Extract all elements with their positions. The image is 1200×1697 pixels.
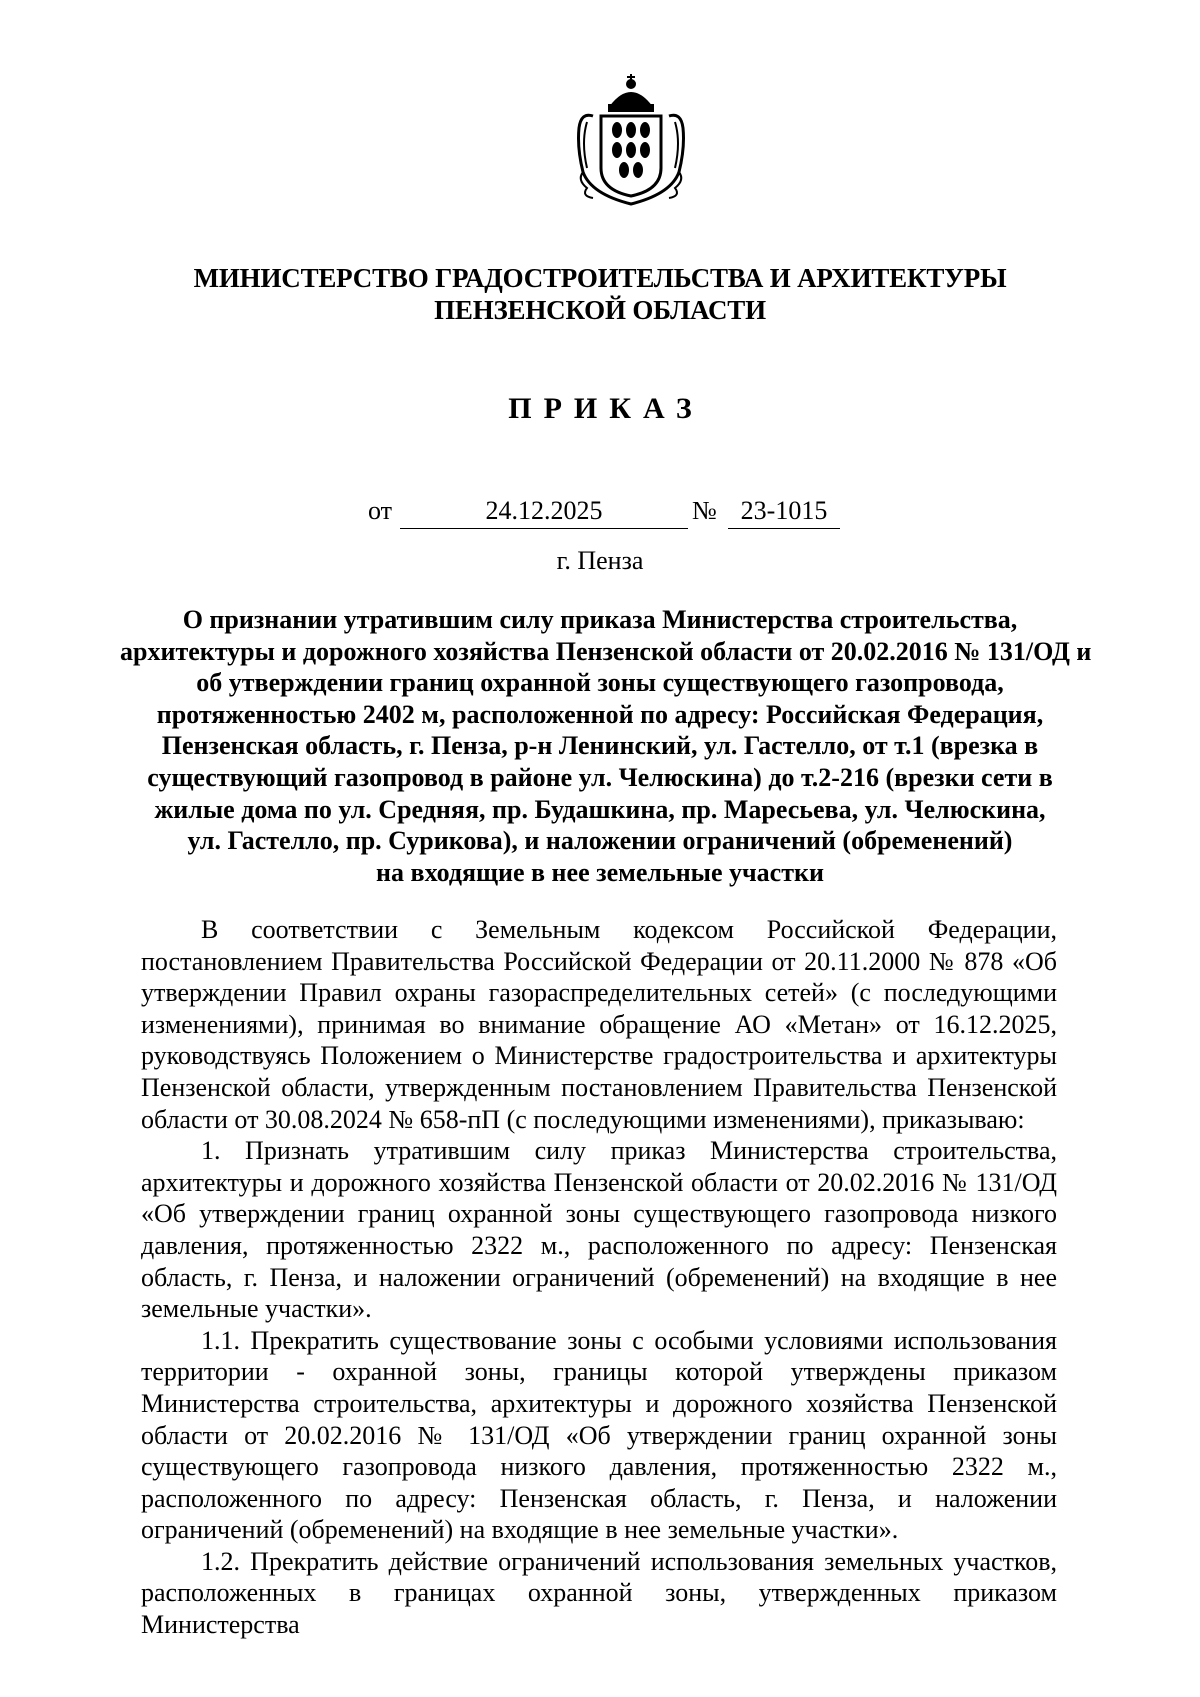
body-paragraph-item-1-2: 1.2. Прекратить действие ограничений использования земельных участков, расположенных в границах охранной зоны, утвержденных приказом Министерства bbox=[141, 1546, 1057, 1640]
body-paragraph-item-1: 1. Признать утратившим силу приказ Министерства строительства, архитектуры и дорожного хозяйства Пензенской области от 20.02.2016 № 131/ОД «Об утверждении границ охранной зоны существующего газопровода низкого давления, протяженностью 2322 м., расположенного по адресу: Пензенская область, г. Пенза, и наложении ограничений (обременений) на входящие в нее земельные участки». bbox=[141, 1136, 1057, 1324]
subject-line: Пензенская область, г. Пенза, р-н Ленинский, ул. Гастелло, от т.1 (врезка в bbox=[161, 731, 1039, 761]
order-subject-heading bbox=[120, 604, 1092, 888]
document-type-title: ПРИКАЗ bbox=[508, 392, 704, 425]
order-date: 24.12.2025 bbox=[400, 496, 688, 529]
subject-line: протяженностью 2402 м, расположенной по адресу: Российская Федерация, bbox=[156, 699, 1044, 729]
body-paragraph-preamble: В соответствии с Земельным кодексом Российской Федерации, постановлением Правительства Российской Федерации от 20.11.2000 № 878 «Об утверждении Правил охраны газораспределительных сетей» (с последующими изменениями), принимая во внимание обращение АО «Метан» от 16.12.2025, руководствуясь Положением о Министерстве градостроительства и архитектуры Пензенской области, утвержденным постановлением Правительства Пензенской области от 30.08.2024 № 658-пП (с последующими изменениями), приказываю: bbox=[141, 915, 1057, 1134]
coat-of-arms-emblem bbox=[573, 72, 689, 208]
order-number: 23-1015 bbox=[728, 496, 840, 529]
subject-line: на входящие в нее земельные участки bbox=[376, 857, 824, 887]
subject-line: существующий газопровод в районе ул. Челюскина) до т.2-216 (врезки сети в bbox=[147, 762, 1053, 792]
subject-line: архитектуры и дорожного хозяйства Пензенской области от 20.02.2016 № 131/ОД и bbox=[120, 636, 1092, 666]
subject-line: ул. Гастелло, пр. Сурикова), и наложении ограничений (обременений) bbox=[187, 826, 1013, 856]
ministry-name-line2: ПЕНЗЕНСКОЙ ОБЛАСТИ bbox=[434, 295, 766, 325]
subject-line: об утверждении границ охранной зоны существующего газопровода, bbox=[196, 668, 1004, 698]
subject-line: О признании утратившим силу приказа Министерства строительства, bbox=[182, 605, 1018, 634]
body-paragraph-item-1-1: 1.1. Прекратить существование зоны с особыми условиями использования территории - охранной зоны, границы которой утверждены приказом Министерства строительства, архитектуры и дорожного хозяйства Пензенской области от 20.02.2016 № 131/ОД «Об утверждении границ охранной зоны существующего газопровода низкого давления, протяженностью 2322 м., расположенного по адресу: Пензенская область, г. Пенза, и наложении ограничений (обременений) на входящие в нее земельные участки». bbox=[141, 1325, 1057, 1545]
number-sign-label: № bbox=[692, 496, 717, 525]
ministry-name-line1: МИНИСТЕРСТВО ГРАДОСТРОИТЕЛЬСТВА И АРХИТЕКТУРЫ bbox=[193, 263, 1007, 293]
city-name: г. Пенза bbox=[556, 546, 644, 575]
order-body bbox=[141, 914, 1057, 1641]
date-number-line bbox=[0, 496, 1200, 530]
subject-line: жилые дома по ул. Средняя, пр. Будашкина, пр. Маресьева, ул. Челюскина, bbox=[154, 794, 1046, 824]
ministry-name bbox=[0, 262, 1200, 326]
date-prefix-label: от bbox=[368, 496, 393, 525]
